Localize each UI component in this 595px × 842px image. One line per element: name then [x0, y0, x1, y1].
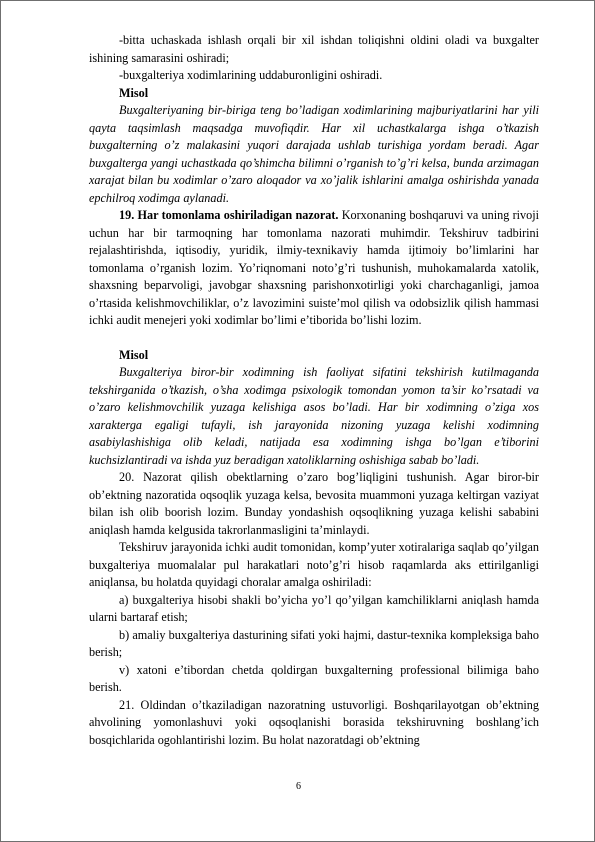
list-item-a: a) buxgalteriya hisobi shakli bo’yicha yo’l qo’yilgan kamchiliklarni aniqlash hamda ularni bartaraf etish;	[89, 592, 539, 624]
section-20-continued: Tekshiruv jarayonida ichki audit tomonidan, komp’yuter xotiralariga saqlab qo’yilgan buxgalteriya muomalalar pul harakatlari noto’g’ri hisob raqamlarda aks ettirilganligi aniqlansa, bu holatda quyidagi choralar amalga oshiriladi:	[89, 540, 539, 589]
list-item-v: v) xatoni e’tibordan chetda qoldirgan buxgalterning professional bilimiga baho berish.	[89, 662, 539, 694]
list-item-b: b) amaliy buxgalteriya dasturining sifati yoki hajmi, dastur-texnika kompleksiga baho berish;	[89, 627, 539, 659]
section-19-heading: 19. Har tomonlama oshiriladigan nazorat.	[119, 208, 339, 222]
example-text-1: Buxgalteriyaning bir-biriga teng bo’ladigan xodimlarining majburiyatlarini har yili qayta taqsimlash maqsadga muvofiqdir. Har xil uchastkalarga ishga o’tkazish buxgalterning o’z malakasini yuqori darajada ushlab turishiga yordam beradi. Agar buxgalterga yangi uchastkada qo’shimcha bilimni o’rganish to’g’ri kelsa, bunda arzimagan xarajat bilan bu xodimlar o’zaro aloqador va xo’jalik ishlarini amalga oshirishda yanada epchilroq xodimga aylanadi.	[89, 103, 539, 205]
page-number: 6	[296, 781, 301, 792]
section-19-text: Korxonaning boshqaruvi va uning rivoji uchun har bir tarmoqning har tomonlama nazorati muhimdir. Tekshiruv tadbirini rejalashtirishda, iqtisodiy, yuridik, ilmiy-texnikaviy hamda ijtimoiy bo’limlarini har tomonlama o’rganish lozim. Yo’riqnomani noto’g’ri tushunish, muhokamalarda xatolik, shaxsning beparvoligi, javobgar shaxsning parishonxotirligi yoki charchaganligi, jamoa o’rtasida kelishmovchiliklar, o’z lavozimini suiste’mol qilish va odobsizlik qilish hammasi ichki audit menejeri yoki xodimlar bo’limi e’tiborida bo’lishi lozim.	[89, 208, 540, 327]
paragraph-bitta: -bitta uchaskada ishlash orqali bir xil ishdan toliqishni oldini oladi va buxgalter ishining samarasini oshiradi;	[89, 33, 539, 65]
example-text-2: Buxgalteriya biror-bir xodimning ish faoliyat sifatini tekshirish kutilmaganda tekshirganida o’tkazish, o’sha xodimga psixologik tomondan yomon ta’sir ko’rsatadi va o’zaro kelishmovchilik yuzaga kelishiga asos bo’ladi. Har bir xodimning o’ziga xos xarakterga egaligi tufayli, ish jarayonida nizoning yuzaga kelishi xodimning asabiylashishiga olib keladi, natijada esa xodimning ishga bo’lgan e’tiborini kuchsizlantiradi va ishda yuz beradigan xatoliklarning oshishiga sabab bo’ladi.	[89, 365, 539, 467]
section-19	[89, 207, 539, 330]
example-heading-1: Misol	[119, 85, 149, 100]
paragraph-uddaburonlik: -buxgalteriya xodimlarining uddaburonligini oshiradi.	[119, 68, 383, 82]
spacer	[89, 330, 539, 347]
page-body	[89, 32, 539, 749]
section-21: 21. Oldindan o’tkaziladigan nazoratning ustuvorligi. Boshqarilayotgan ob’ektning ahvolining yomonlashuvi yoki oqsoqlanishi borasida tekshiruvning boshlang’ich bosqichlarida ogohlantirishi lozim. Bu holat nazoratdagi ob’ektning	[89, 697, 539, 747]
example-heading-2: Misol	[119, 347, 149, 362]
section-20: 20. Nazorat qilish obektlarning o’zaro bog’liqligini tushunish. Agar biror-bir ob’ektning nazoratida oqsoqlik yuzaga kelsa, bevosita muammoni yuzaga keltirgan vaziyat bilan ish olib boorish lozim. Bunday yondashish oqsoqlikning yuzaga kelishi sababini aniqlash hamda kelgusida takrorlanmasligini ta’minlaydi.	[89, 470, 539, 537]
